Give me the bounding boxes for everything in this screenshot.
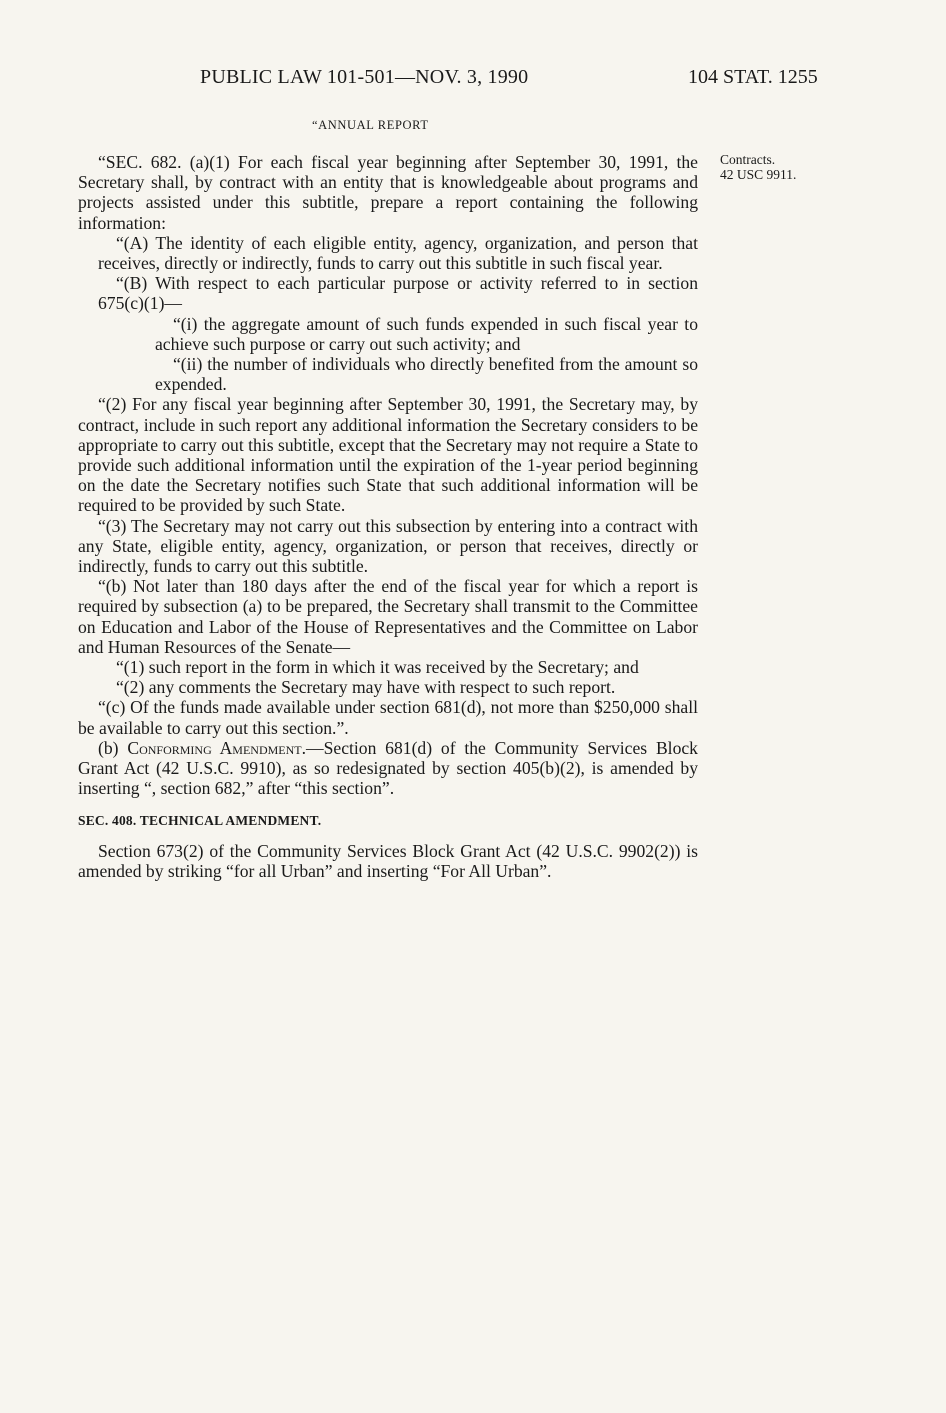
paragraph-sec-682-a1 <box>78 152 698 233</box>
sec-prefix: “S <box>98 152 116 172</box>
paragraph-conforming-amendment <box>78 738 698 799</box>
margin-note-contracts: Contracts. <box>720 152 776 167</box>
paragraph-a3: “(3) The Secretary may not carry out this subsection by entering into a contract with any State, eligible entity, agency, organization, or person that receives, directly or indirectly, funds to carry out this subtitle. <box>78 515 698 577</box>
paragraph-a-A: “(A) The identity of each eligible entity, agency, organization, and person that receives, directly or indirectly, funds to carry out this subtitle in such fiscal year. <box>98 232 698 274</box>
running-header <box>0 66 946 96</box>
section-408-text: Section 673(2) of the Community Services Block Grant Act (42 U.S.C. 9902(2)) is amended by striking “for all Urban” and inserting “For All Urban”. <box>78 840 698 881</box>
paragraph-B-ii: “(ii) the number of individuals who directly benefited from the amount so expended. <box>155 354 698 395</box>
paragraph-b2: “(2) any comments the Secretary may have with respect to such report. <box>116 677 616 698</box>
document-body <box>78 152 698 881</box>
conforming-text: .—Section 681(d) of the Community Services Block Grant Act (42 U.S.C. 9910), as so redesignated by section 405(b)(2), is amended by inserting “, section 682,” after “this section”. <box>78 737 698 799</box>
margin-note-usc: 42 USC 9911. <box>720 167 797 182</box>
sec-smallcaps: EC <box>115 152 139 172</box>
paragraph-c: “(c) Of the funds made available under section 681(d), not more than $250,000 shall be available to carry out this section.”. <box>78 697 698 738</box>
paragraph-b: “(b) Not later than 180 days after the end of the fiscal year for which a report is required by subsection (a) to be prepared, the Secretary shall transmit to the Committee on Education and Labor of the House of Representatives and the Committee on Labor and Human Resources of the Senate— <box>78 576 698 657</box>
header-citation: PUBLIC LAW 101-501—NOV. 3, 1990 <box>200 66 529 88</box>
conforming-prefix: (b) <box>98 737 128 758</box>
paragraph-a-B: “(B) With respect to each particular purpose or activity referred to in section 675(c)(1)— <box>98 273 698 314</box>
paragraph-b1: “(1) such report in the form in which it was received by the Secretary; and <box>116 657 639 678</box>
conforming-heading: Conforming Amendment <box>127 737 302 758</box>
section-408-heading: SEC. 408. TECHNICAL AMENDMENT. <box>78 812 322 828</box>
margin-note <box>720 152 796 182</box>
header-stat-page: 104 STAT. 1255 <box>688 66 818 88</box>
paragraph-B-i: “(i) the aggregate amount of such funds expended in such fiscal year to achieve such purpose or carry out such activity; and <box>155 313 698 354</box>
section-heading-annual-report: “ANNUAL REPORT <box>312 118 429 132</box>
sec-682-text: . 682. (a)(1) For each fiscal year beginning after September 30, 1991, the Secretary shall, by contract with an entity that is knowledgeable about programs and projects assisted under this subtitle, prepare a report containing the following information: <box>78 152 698 233</box>
paragraph-a2: “(2) For any fiscal year beginning after September 30, 1991, the Secretary may, by contract, include in such report any additional information the Secretary considers to be appropriate to carry out this subtitle, except that the Secretary may not require a State to provide such additional information until the expiration of the 1-year period beginning on the date the Secretary notifies such State that such additional information will be required to be provided by such State. <box>78 394 698 516</box>
